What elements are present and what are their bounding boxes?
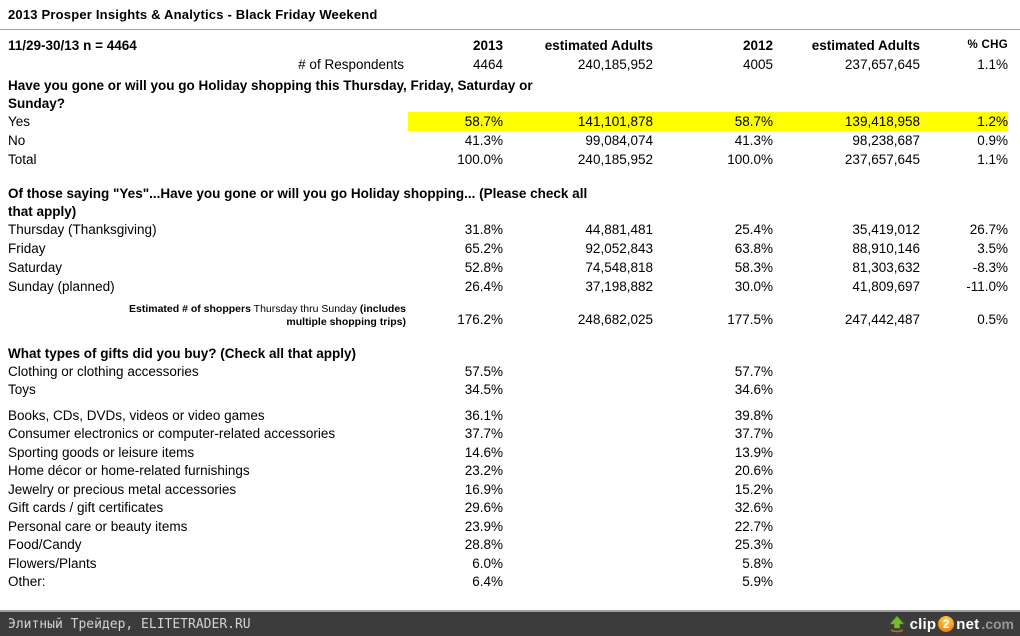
- row-value: [503, 481, 653, 500]
- table-row: [8, 258, 1012, 277]
- row-value: [773, 425, 920, 444]
- row-value: 1.1%: [977, 57, 1008, 72]
- row-value: 63.8%: [734, 241, 773, 256]
- row-value: [503, 518, 653, 537]
- clip2net-logo[interactable]: [888, 616, 1014, 633]
- table-row: [8, 381, 1012, 400]
- row-value: [920, 407, 1008, 426]
- row-value: 141,101,878: [503, 112, 653, 131]
- column-header-est-adults-2012: estimated Adults: [811, 38, 920, 53]
- row-label: Toys: [8, 382, 36, 397]
- row-value: 31.8%: [464, 222, 503, 237]
- row-value: 81,303,632: [852, 260, 920, 275]
- column-header-pct-chg: % CHG: [967, 39, 1008, 51]
- row-value: [920, 518, 1008, 537]
- question-text: [8, 185, 1012, 220]
- row-value: 5.8%: [742, 555, 773, 571]
- table-row: [8, 407, 1012, 426]
- row-value: [920, 381, 1008, 400]
- row-value: [920, 573, 1008, 592]
- row-value: 41.3%: [734, 133, 773, 148]
- row-value: 57.7%: [734, 363, 773, 379]
- row-label: Thursday (Thanksgiving): [8, 222, 157, 237]
- row-label: Consumer electronics or computer-related accessories: [8, 426, 336, 441]
- row-value: 36.1%: [464, 407, 503, 423]
- row-value: 98,238,687: [852, 133, 920, 148]
- row-value: 22.7%: [734, 518, 773, 534]
- row-value: 34.6%: [734, 382, 773, 397]
- table-row: [8, 425, 1012, 444]
- row-value: [920, 363, 1008, 382]
- row-value: [503, 499, 653, 518]
- row-label: Gift cards / gift certificates: [8, 500, 164, 515]
- row-label: Sunday (planned): [8, 279, 115, 294]
- table-row: [8, 150, 1012, 169]
- footer-bar: [0, 610, 1020, 636]
- row-value: [920, 444, 1008, 463]
- row-value: 26.4%: [464, 279, 503, 294]
- row-value: 100.0%: [457, 152, 503, 167]
- row-label: Flowers/Plants: [8, 555, 97, 571]
- row-value: [920, 536, 1008, 555]
- row-value: 65.2%: [464, 241, 503, 256]
- row-value: [503, 407, 653, 426]
- question-line: What types of gifts did you buy? (Check all that apply): [8, 346, 357, 361]
- row-value: 3.5%: [977, 241, 1008, 256]
- row-label: Clothing or clothing accessories: [8, 363, 199, 379]
- table-row: [8, 518, 1012, 537]
- row-label: Books, CDs, DVDs, videos or video games: [8, 407, 265, 423]
- watermark-text: Элитный Трейдер, ELITETRADER.RU: [8, 616, 251, 632]
- row-value: 1.2%: [920, 112, 1008, 131]
- row-value: 240,185,952: [577, 57, 653, 72]
- row-label: Personal care or beauty items: [8, 518, 188, 534]
- row-value: 35,419,012: [852, 222, 920, 237]
- shoppers-label-bold-2: (includes multiple shopping trips): [286, 303, 406, 328]
- row-value: 0.5%: [977, 312, 1008, 327]
- row-value: 52.8%: [464, 260, 503, 275]
- row-value: [920, 462, 1008, 481]
- row-label: Food/Candy: [8, 537, 82, 552]
- row-value: [503, 425, 653, 444]
- logo-text-net: net: [956, 615, 980, 633]
- row-label: # of Respondents: [298, 57, 404, 72]
- row-value: -8.3%: [972, 260, 1008, 275]
- row-value: [773, 381, 920, 400]
- title-divider: [0, 29, 1020, 30]
- respondents-row: [8, 55, 1012, 74]
- row-value: 6.0%: [472, 555, 503, 571]
- row-value: 58.3%: [734, 260, 773, 275]
- row-value: 32.6%: [734, 500, 773, 515]
- row-value: 37.7%: [734, 426, 773, 441]
- row-label: Other:: [8, 574, 46, 589]
- row-label: Sporting goods or leisure items: [8, 444, 195, 460]
- table-row: [8, 481, 1012, 500]
- question-text: [8, 345, 1012, 363]
- row-value: 237,657,645: [844, 57, 920, 72]
- row-label: Jewelry or precious metal accessories: [8, 481, 237, 497]
- table-row: [8, 363, 1012, 382]
- logo-text-com: .com: [981, 616, 1014, 632]
- row-value: 20.6%: [734, 463, 773, 478]
- row-value: 23.9%: [464, 518, 503, 534]
- row-label: Home décor or home-related furnishings: [8, 463, 250, 478]
- row-value: [773, 555, 920, 574]
- row-value: 100.0%: [727, 152, 773, 167]
- row-value: 99,084,074: [585, 133, 653, 148]
- row-value: 16.9%: [464, 481, 503, 497]
- row-value: [503, 536, 653, 555]
- row-value: [920, 555, 1008, 574]
- row-value: 14.6%: [464, 444, 503, 460]
- upload-arrow-icon: [888, 616, 906, 633]
- gifts-section: [8, 345, 1012, 592]
- survey-sections: [8, 77, 1012, 296]
- row-value: [503, 363, 653, 382]
- row-value: [773, 462, 920, 481]
- row-value: 247,442,487: [844, 312, 920, 327]
- table-row: [8, 573, 1012, 592]
- shoppers-estimate-row: [8, 303, 1012, 329]
- column-header-est-adults-2013: estimated Adults: [544, 38, 653, 53]
- row-value: 248,682,025: [577, 312, 653, 327]
- shoppers-label-bold-1: Estimated # of shoppers: [128, 303, 251, 315]
- row-value: 74,548,818: [585, 260, 653, 275]
- row-value: 58.7%: [408, 112, 503, 131]
- row-value: [773, 518, 920, 537]
- column-header-2013: 2013: [472, 38, 503, 53]
- row-value: 13.9%: [734, 444, 773, 460]
- row-value: 30.0%: [734, 279, 773, 294]
- row-value: [503, 381, 653, 400]
- row-value: [773, 499, 920, 518]
- row-value: [503, 555, 653, 574]
- row-label: No: [8, 133, 26, 148]
- row-value: 29.6%: [464, 500, 503, 515]
- row-value: 37.7%: [464, 426, 503, 441]
- row-value: [920, 425, 1008, 444]
- row-value: 4005: [742, 57, 773, 72]
- row-value: [503, 462, 653, 481]
- row-value: [503, 573, 653, 592]
- row-value: 28.8%: [464, 537, 503, 552]
- row-label: Saturday: [8, 260, 63, 275]
- table-row: [8, 112, 1012, 131]
- row-value: 4464: [472, 57, 503, 72]
- row-value: [503, 444, 653, 463]
- row-value: 41,809,697: [852, 279, 920, 294]
- row-value: 39.8%: [734, 407, 773, 423]
- row-value: 177.5%: [727, 312, 773, 327]
- row-value: 237,657,645: [844, 152, 920, 167]
- survey-meta-label: 11/29-30/13 n = 4464: [8, 38, 137, 53]
- row-value: 26.7%: [969, 222, 1008, 237]
- page-title: 2013 Prosper Insights & Analytics - Black Friday Weekend: [8, 7, 378, 22]
- row-value: 240,185,952: [577, 152, 653, 167]
- row-value: 25.3%: [734, 537, 773, 552]
- table-row: [8, 462, 1012, 481]
- table-header-row: [8, 36, 1012, 55]
- row-value: 5.9%: [742, 574, 773, 589]
- row-value: 57.5%: [464, 363, 503, 379]
- row-value: 92,052,843: [585, 241, 653, 256]
- row-label: Friday: [8, 241, 46, 256]
- row-value: 6.4%: [472, 574, 503, 589]
- row-label: Total: [8, 152, 37, 167]
- row-value: [773, 536, 920, 555]
- row-value: 41.3%: [464, 133, 503, 148]
- table-row: [8, 277, 1012, 296]
- row-value: 15.2%: [734, 481, 773, 497]
- question-line: that apply): [8, 203, 77, 219]
- row-value: [773, 444, 920, 463]
- row-value: 44,881,481: [585, 222, 653, 237]
- table-row: [8, 220, 1012, 239]
- logo-text-clip: clip: [909, 615, 937, 633]
- shoppers-label-plain: Thursday thru Sunday: [253, 303, 357, 315]
- row-value: 58.7%: [653, 112, 773, 131]
- table-row: [8, 444, 1012, 463]
- table-row: [8, 499, 1012, 518]
- row-value: [773, 573, 920, 592]
- row-value: -11.0%: [966, 279, 1008, 294]
- question-line: Sunday?: [8, 95, 66, 111]
- row-value: 176.2%: [457, 312, 503, 327]
- row-value: [773, 363, 920, 382]
- question-text: [8, 77, 1012, 112]
- row-value: [920, 481, 1008, 500]
- row-value: 37,198,882: [585, 279, 653, 294]
- row-value: 1.1%: [977, 152, 1008, 167]
- row-value: 88,910,146: [852, 241, 920, 256]
- row-value: 23.2%: [464, 463, 503, 478]
- shoppers-estimate-label: [8, 303, 408, 329]
- row-value: [773, 481, 920, 500]
- row-value: 25.4%: [734, 222, 773, 237]
- table-row: [8, 555, 1012, 574]
- logo-badge-2: 2: [938, 616, 954, 632]
- row-value: 34.5%: [464, 382, 503, 397]
- table-row: [8, 536, 1012, 555]
- table-row: [8, 131, 1012, 150]
- column-header-2012: 2012: [742, 38, 773, 53]
- question-line: Of those saying "Yes"...Have you gone or will you go Holiday shopping... (Please check all: [8, 186, 588, 201]
- question-line: Have you gone or will you go Holiday shopping this Thursday, Friday, Saturday or: [8, 78, 533, 93]
- row-value: [773, 407, 920, 426]
- row-value: [920, 499, 1008, 518]
- table-row: [8, 239, 1012, 258]
- row-value: 139,418,958: [773, 112, 920, 131]
- row-value: 0.9%: [977, 133, 1008, 148]
- row-label: Yes: [8, 114, 31, 129]
